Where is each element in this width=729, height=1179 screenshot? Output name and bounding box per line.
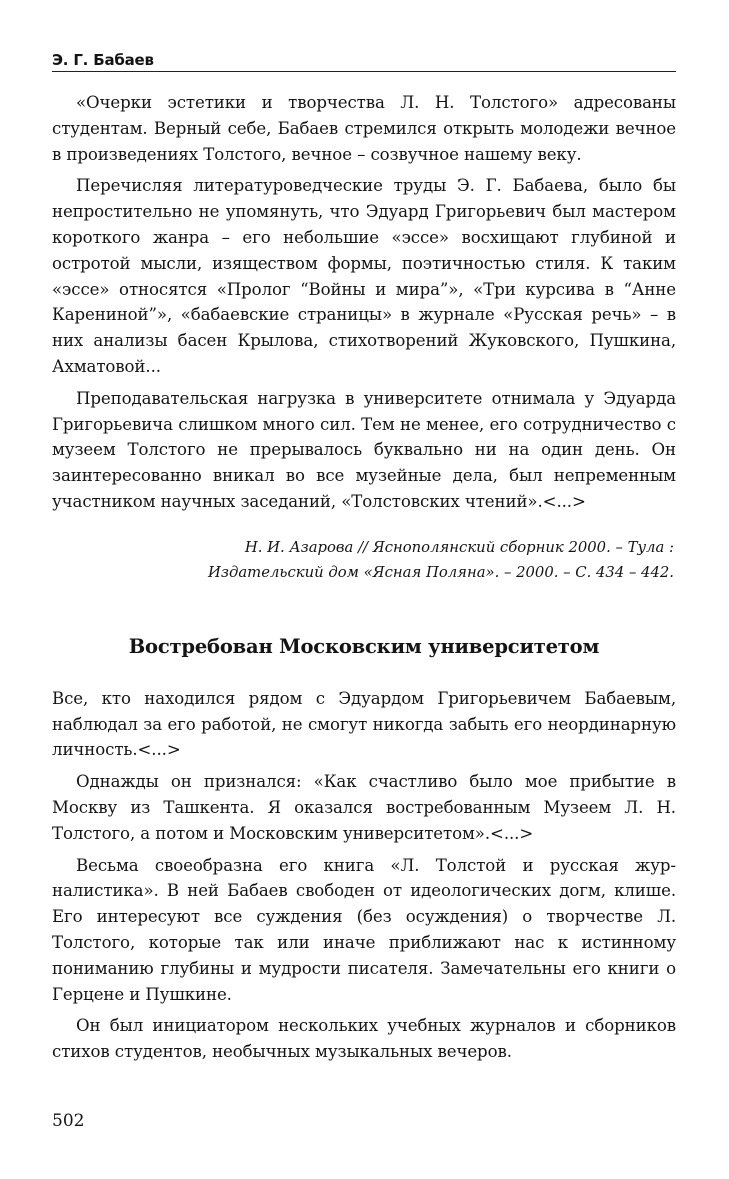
paragraph: Перечисляя литературоведческие труды Э. Г. Бабаева, было бы непростительно не упомянуть, что Эдуард Григорьевич был мастером короткого жанра – его небольшие «эссе» восхищают глубиной и остротой мысли, изяществом формы, поэтичностью стиля. К таким «эссе» относятся «Пролог “Войны и мира”», «Три курсива в “Анне Карениной”», «бабаевские страницы» в журнале «Русская речь» – в них анализы басен Крылова, стихотворений Жуковского, Пушкина, Ахматовой... bbox=[52, 176, 676, 376]
citation-line: Издательский дом «Ясная Поляна». – 2000. – С. 434 – 442. bbox=[208, 563, 674, 581]
paragraph: Все, кто находился рядом с Эдуардом Григорьевичем Бабаевым, наблюдал за его работой, не смогут никогда забыть его неординарную личность.<...> bbox=[52, 688, 676, 760]
paragraph: Преподавательская нагрузка в университете отнимала у Эдуарда Григорьевича слишком много сил. Тем не менее, его сотрудничество с музеем Толстого не прерывалось буквально ни на один день. Он заинтересованно вникал во все музейные дела, был непременным участником научных заседаний, «Толстовских чтений».<...> bbox=[52, 388, 676, 511]
paragraph: Весьма своеобразна его книга «Л. Толстой и русская журналистика». В ней Бабаев свободен от идеологических догм, клише. Его интересуют все суждения (без осуждения) о творчестве Л. Толстого, которые так или иначе приближают нас к истинному пониманию глубины и мудрости писателя. Замечательны его книги о Герцене и Пушкине. bbox=[52, 855, 676, 1004]
paragraph: Он был инициатором нескольких учебных журналов и сборников стихов студентов, необычных музыкальных вечеров. bbox=[52, 1016, 676, 1062]
page-body bbox=[52, 90, 676, 1065]
page-number: 502 bbox=[52, 1111, 85, 1131]
paragraph: «Очерки эстетики и творчества Л. Н. Толстого» адресованы студентам. Верный себе, Бабаев стремился открыть молодежи вечное в произведениях Толстого, вечное – созвучное нашему веку. bbox=[52, 93, 676, 164]
paragraph: Однажды он признался: «Как счастливо было мое прибытие в Москву из Ташкента. Я оказался востребованным Музеем Л. Н. Толстого, а потом и Московским университетом».<...> bbox=[52, 772, 676, 843]
citation-line: Н. И. Азарова // Яснополянский сборник 2000. – Тула : bbox=[244, 538, 674, 556]
citation bbox=[52, 535, 676, 585]
running-head: Э. Г. Бабаев bbox=[52, 50, 676, 72]
section-title: Востребован Московским университетом bbox=[128, 634, 600, 658]
